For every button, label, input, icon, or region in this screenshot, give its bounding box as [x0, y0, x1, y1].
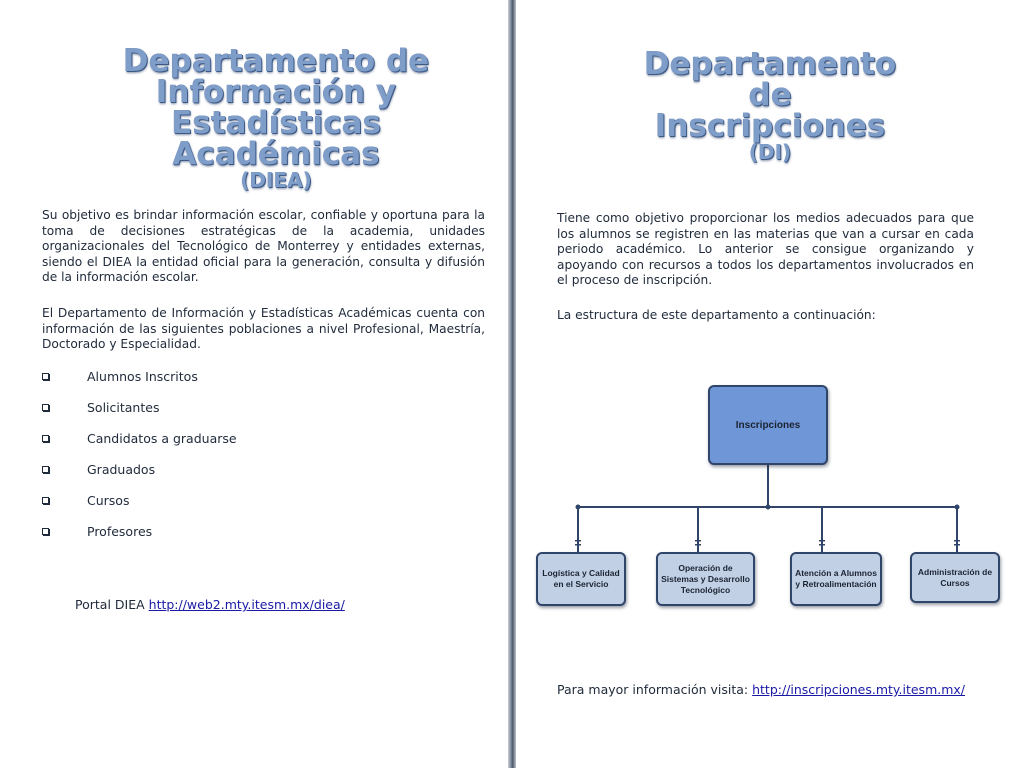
- more-info-label: Para mayor información visita:: [557, 682, 749, 697]
- org-node-operacion: Operación de Sistemas y Desarrollo Tecnológico: [656, 552, 755, 606]
- right-title: [560, 46, 980, 164]
- left-title: [60, 43, 492, 192]
- square-bullet-icon: [42, 528, 49, 535]
- org-node-inscripciones: Inscripciones: [708, 385, 828, 465]
- portal-link[interactable]: http://web2.mty.itesm.mx/diea/: [148, 597, 345, 612]
- left-paragraph-populations: El Departamento de Información y Estadísticas Académicas cuenta con información de las siguientes poblaciones a nivel Profesional, Maestría, Doctorado y Especialidad.: [42, 306, 485, 352]
- left-title-main: Departamento de Información y Estadísticas Académicas: [122, 43, 430, 172]
- portal-label: Portal DIEA: [75, 597, 145, 612]
- square-bullet-icon: [42, 466, 49, 473]
- square-bullet-icon: [42, 404, 49, 411]
- inscripciones-link[interactable]: http://inscripciones.mty.itesm.mx/: [752, 682, 965, 697]
- portal-line: [75, 597, 345, 613]
- right-title-main: Departamento de Inscripciones: [643, 46, 897, 144]
- more-info-line: [557, 682, 965, 698]
- square-bullet-icon: [42, 373, 49, 380]
- right-paragraph-structure: La estructura de este departamento a continuación:: [557, 308, 876, 322]
- square-bullet-icon: [42, 497, 49, 504]
- right-title-sub: (DI): [748, 140, 792, 164]
- left-title-sub: (DIEA): [240, 168, 312, 192]
- right-paragraph-objective: Tiene como objetivo proporcionar los medios adecuados para que los alumnos se registren en las materias que van a cursar en cada periodo académico. Lo anterior se consigue organizando y apoyando con recursos a todos los departamentos involucrados en el proceso de inscripción.: [557, 211, 974, 288]
- left-paragraph-objective: Su objetivo es brindar información escolar, confiable y oportuna para la toma de decisiones estratégicas de la academia, unidades organizacionales del Tecnológico de Monterrey y entidades externas, siendo el DIEA la entidad oficial para la generación, consulta y difusión de la información escolar.: [42, 208, 485, 285]
- page-divider: [508, 0, 516, 768]
- org-node-administracion: Administración de Cursos: [910, 552, 1000, 603]
- org-node-logistica: Logística y Calidad en el Servicio: [536, 552, 626, 606]
- square-bullet-icon: [42, 435, 49, 442]
- org-node-atencion: Atención a Alumnos y Retroalimentación: [790, 552, 882, 606]
